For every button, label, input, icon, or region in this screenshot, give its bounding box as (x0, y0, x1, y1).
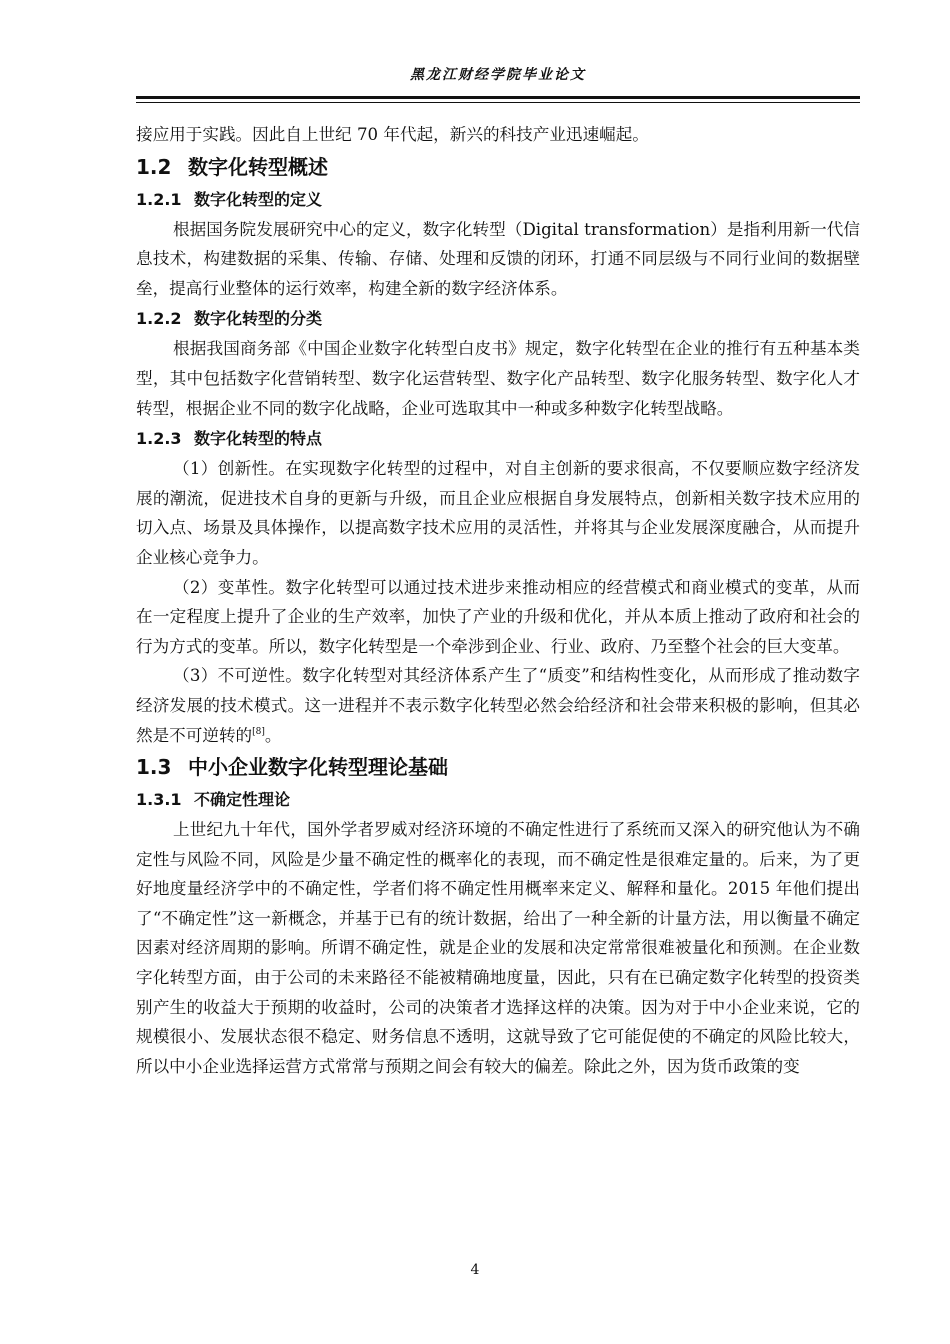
paragraph-uncertainty-theory: 上世纪九十年代，国外学者罗威对经济环境的不确定性进行了系统而又深入的研究他认为不确定性与风险不同，风险是少量不确定性的概率化的表现，而不确定性是很难定量的。后来，为了更好地度量经济学中的不确定性，学者们将不确定性用概率来定义、解释和量化。2015 年他们提出了“不确定性”这一新概念，并基于已有的统计数据，给出了一种全新的计量方法，用以衡量不确定因素对经济周期的影响。所谓不确定性，就是企业的发展和决定常常很难被量化和预测。在企业数字化转型方面，由于公司的未来路径不能被精确地度量，因此，只有在已确定数字化转型的投资类别产生的收益大于预期的收益时，公司的决策者才选择这样的决策。因为对于中小企业来说，它的规模很小、发展状态很不稳定、财务信息不透明，这就导致了它可能促使的不确定的风险比较大，所以中小企业选择运营方式常常与预期之间会有较大的偏差。除此之外，因为货币政策的变 (136, 820, 860, 1076)
subsection-number: 1.2.2 (136, 309, 182, 329)
section-title: 数字化转型概述 (188, 154, 328, 179)
subsection-heading-1-2-1 (136, 184, 860, 215)
section-number: 1.3 (136, 755, 172, 780)
paragraph-end-punctuation: 。 (264, 725, 282, 745)
subsection-number: 1.2.1 (136, 189, 182, 209)
subsection-number: 1.2.3 (136, 429, 182, 449)
section-number: 1.2 (136, 154, 172, 179)
paragraph-definition: 根据国务院发展研究中心的定义，数字化转型（Digital transformation）是指利用新一代信息技术，构建数据的采集、传输、存储、处理和反馈的闭环，打通不同层级与不同行业间的数据壁垒，提高行业整体的运行效率，构建全新的数字经济体系。 (136, 219, 860, 298)
subsection-title: 数字化转型的特点 (194, 429, 323, 449)
paragraph-innovation: （1）创新性。在实现数字化转型的过程中，对自主创新的要求很高，不仅要顺应数字经济发展的潮流，促进技术自身的更新与升级，而且企业应根据自身发展特点，创新相关数字技术应用的切入点、场景及具体操作，以提高数字技术应用的灵活性，并将其与企业发展深度融合，从而提升企业核心竞争力。 (136, 459, 860, 567)
page-body (136, 120, 860, 1081)
page-number: 4 (470, 1262, 480, 1278)
subsection-title: 数字化转型的定义 (194, 189, 323, 209)
running-header: 黑龙江财经学院毕业论文 (410, 67, 586, 83)
header-rule-thick (136, 96, 860, 99)
header-rule-thin (136, 102, 860, 103)
citation-reference[interactable]: [8] (252, 726, 265, 737)
paragraph-text: （3）不可逆性。数字化转型对其经济体系产生了“质变”和结构性变化，从而形成了推动数字经济发展的技术模式。这一进程并不表示数字化转型必然会给经济和社会带来积极的影响，但其必然是不可逆转的 (136, 666, 860, 745)
subsection-title: 不确定性理论 (194, 790, 291, 810)
section-heading-1-2 (136, 150, 860, 184)
section-heading-1-3 (136, 750, 860, 784)
subsection-heading-1-3-1 (136, 784, 860, 815)
subsection-title: 数字化转型的分类 (194, 309, 323, 329)
paragraph-classification: 根据我国商务部《中国企业数字化转型白皮书》规定，数字化转型在企业的推行有五种基本类型，其中包括数字化营销转型、数字化运营转型、数字化产品转型、数字化服务转型、数字化人才转型，根据企业不同的数字化战略，企业可选取其中一种或多种数字化转型战略。 (136, 339, 860, 418)
subsection-heading-1-2-3 (136, 423, 860, 454)
section-title: 中小企业数字化转型理论基础 (188, 755, 448, 780)
paragraph-transformation: （2）变革性。数字化转型可以通过技术进步来推动相应的经营模式和商业模式的变革，从而在一定程度上提升了企业的生产效率，加快了产业的升级和优化，并从本质上推动了政府和社会的行为方式的变革。所以，数字化转型是一个牵涉到企业、行业、政府、乃至整个社会的巨大变革。 (136, 577, 860, 656)
paragraph-continuation: 接应用于实践。因此自上世纪 70 年代起，新兴的科技产业迅速崛起。 (136, 125, 649, 144)
paragraph-irreversibility (136, 661, 860, 750)
subsection-number: 1.3.1 (136, 790, 182, 810)
subsection-heading-1-2-2 (136, 303, 860, 334)
